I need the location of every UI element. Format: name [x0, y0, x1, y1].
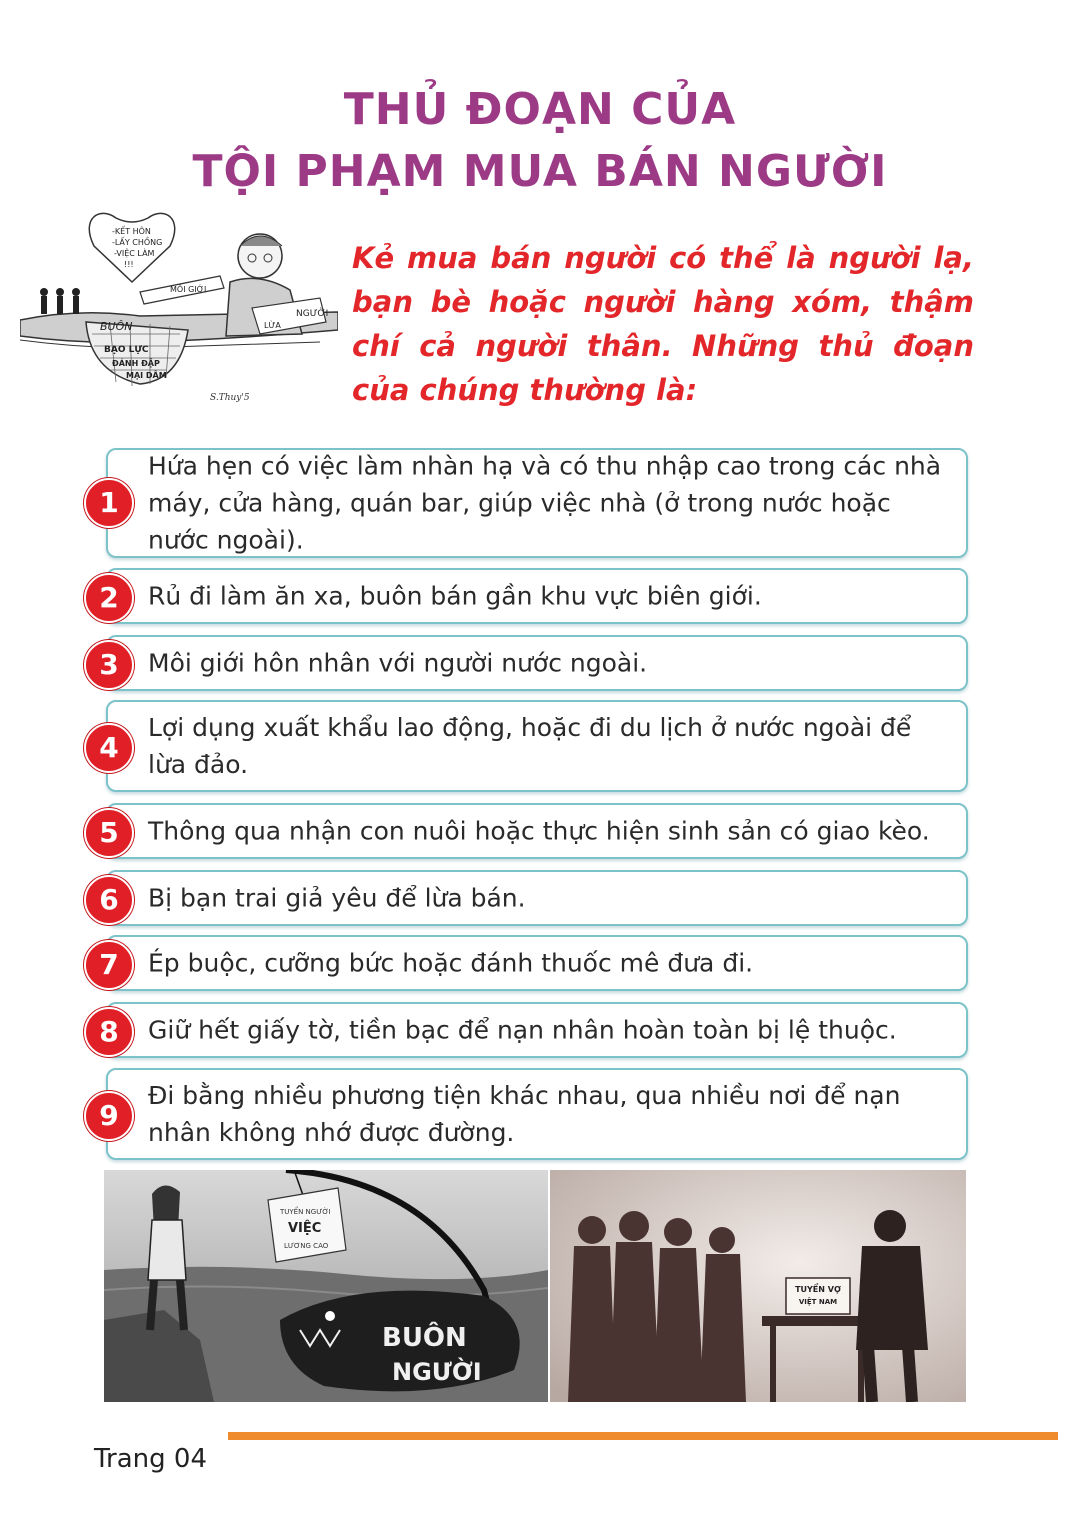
- list-item: [106, 870, 968, 926]
- item-text: Đi bằng nhiều phương tiện khác nhau, qua nhiều nơi để nạn nhân không nhớ được đường.: [148, 1081, 901, 1147]
- number-badge: 6: [84, 875, 134, 925]
- item-text: Thông qua nhận con nuôi hoặc thực hiện sinh sản có giao kèo.: [148, 816, 930, 846]
- item-text: Hứa hẹn có việc làm nhàn hạ và có thu nhập cao trong các nhà máy, cửa hàng, quán bar, giúp việc nhà (ở trong nước hoặc nước ngoài).: [148, 451, 942, 555]
- list-item: [106, 635, 968, 691]
- net-inside-3: MẠI DÂM: [126, 371, 167, 380]
- artist-signature: S.Thuy'5: [210, 393, 250, 403]
- broker-cartoon: [20, 212, 338, 412]
- bride-recruitment-illustration: [550, 1170, 966, 1402]
- list-item: [106, 803, 968, 859]
- number-badge: 8: [84, 1007, 134, 1057]
- net-inside-2: ĐÁNH ĐẬP: [112, 359, 160, 368]
- number-badge: 4: [84, 723, 134, 773]
- heart-line-3: -VIỆC LÀM: [114, 249, 155, 258]
- shark-label-1: BUÔN: [382, 1323, 467, 1353]
- heart-line-1: -KẾT HÔN: [112, 227, 151, 236]
- item-text: Ép buộc, cưỡng bức hoặc đánh thuốc mê đưa đi.: [148, 948, 754, 978]
- net-label: BUÔN: [100, 320, 133, 333]
- bait-sign-line-2: VIỆC: [288, 1221, 322, 1236]
- footer-rule: [228, 1432, 1058, 1440]
- list-item: [106, 568, 968, 624]
- bait-sign-line-3: LƯƠNG CAO: [284, 1242, 329, 1250]
- number-badge: 5: [84, 808, 134, 858]
- intro-text: Kẻ mua bán người có thể là người lạ, bạn bè hoặc người hàng xóm, thậm chí cả người thân. Những thủ đoạn của chúng thường là:: [352, 241, 974, 407]
- net-inside-1: BẠO LỰC: [104, 345, 149, 355]
- number-badge: 2: [84, 573, 134, 623]
- heart-line-4: !!!: [124, 260, 134, 269]
- number-badge: 3: [84, 640, 134, 690]
- recruit-sign-line-2: VIỆT NAM: [798, 1298, 838, 1306]
- item-text: Rủ đi làm ăn xa, buôn bán gần khu vực biên giới.: [148, 581, 762, 611]
- page-number: Trang 04: [94, 1444, 208, 1474]
- page-title-line-1: THỦ ĐOẠN CỦA: [343, 84, 737, 135]
- recruit-sign-line-1: TUYỂN VỢ: [795, 1285, 841, 1294]
- number-badge: 7: [84, 940, 134, 990]
- bait-sign-line-1: TUYỂN NGƯỜI: [280, 1208, 331, 1216]
- item-text: Môi giới hôn nhân với người nước ngoài.: [148, 648, 648, 678]
- heart-line-2: -LẤY CHỒNG: [112, 238, 163, 247]
- lua-label: LỪA: [264, 321, 281, 330]
- list-item: [106, 1068, 968, 1160]
- list-item: [106, 1002, 968, 1058]
- item-text: Bị bạn trai giả yêu để lừa bán.: [148, 883, 526, 913]
- page-title-line-2: TỘI PHẠM MUA BÁN NGƯỜI: [192, 146, 888, 197]
- number-badge: 1: [84, 478, 134, 528]
- list-item: [106, 700, 968, 792]
- shark-cartoon: [104, 1170, 548, 1402]
- item-text: Giữ hết giấy tờ, tiền bạc để nạn nhân hoàn toàn bị lệ thuộc.: [148, 1015, 897, 1045]
- list-item: [106, 935, 968, 991]
- broker-label: MÔI GIỚI: [170, 285, 207, 294]
- shark-label-2: NGƯỜI: [392, 1358, 482, 1386]
- number-badge: 9: [84, 1091, 134, 1141]
- item-text: Lợi dụng xuất khẩu lao động, hoặc đi du lịch ở nước ngoài để lừa đảo.: [148, 713, 912, 779]
- bag-label: NGƯỜI: [296, 309, 329, 319]
- list-item: [106, 448, 968, 558]
